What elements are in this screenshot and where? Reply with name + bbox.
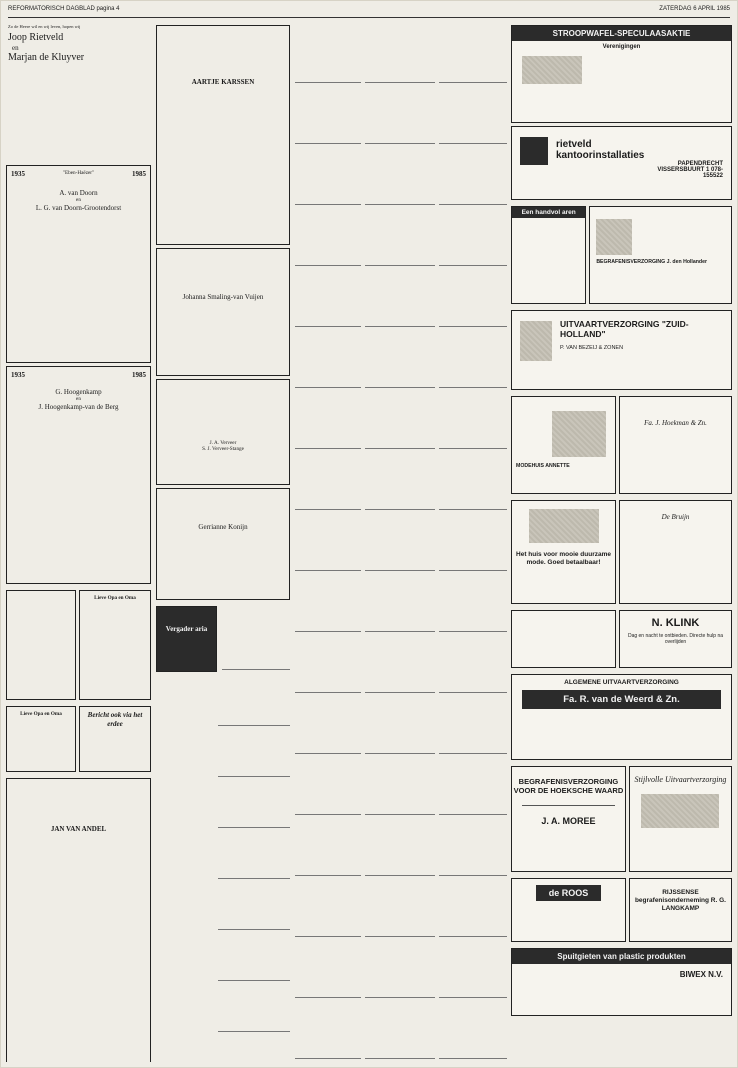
service-notice: [365, 449, 435, 510]
verveer-2: S. J. Verveer-Stange: [202, 446, 244, 453]
column-3: [295, 22, 361, 1062]
anniversary-box-1: [6, 165, 151, 363]
service-notice: [439, 22, 507, 83]
hoekman-name: Fa. J. Hoekman & Zn.: [644, 419, 707, 427]
modehuis-ad: [511, 396, 616, 494]
name-en: en: [76, 197, 81, 204]
spuitgieten-ad: [511, 948, 732, 1016]
service-notice: [439, 327, 507, 388]
vergader-ad: [156, 606, 217, 672]
deceased-name: JAN VAN ANDEL: [50, 825, 107, 834]
stroopwafel-ad: [511, 25, 732, 123]
service-notice: [218, 981, 290, 1032]
stijlvolle-ad: [629, 766, 732, 872]
karssen-notice: [156, 25, 290, 245]
death-notice: [6, 778, 151, 1062]
service-notice: [295, 937, 361, 998]
service-notice: [295, 144, 361, 205]
hoeksche-title: BEGRAFENISVERZORGING VOOR DE HOEKSCHE WAARD: [513, 777, 624, 795]
service-notice: [365, 571, 435, 632]
verveer-notice: [156, 379, 290, 485]
bruin-ad: [619, 500, 732, 604]
handvol-ad: [511, 206, 586, 304]
year-end: 1985: [132, 170, 146, 179]
service-notice: [295, 815, 361, 876]
konijn-notice: [156, 488, 290, 600]
service-notice: [218, 879, 290, 930]
service-notice: [365, 937, 435, 998]
carriage-illustration: [641, 794, 719, 828]
service-notice: [439, 693, 507, 754]
header-rule: [8, 17, 730, 18]
name2-1: G. Hoogenkamp: [55, 387, 102, 396]
column-2: [156, 22, 290, 1062]
klink-ad: [619, 610, 732, 668]
service-notice: [365, 693, 435, 754]
service-notice: [439, 449, 507, 510]
modehuis-photo: [552, 411, 606, 457]
service-notice: [295, 266, 361, 327]
ads-pair-1: [511, 203, 732, 307]
anniversary-names: [11, 189, 146, 212]
church-listing-2a: [222, 603, 290, 675]
service-notice: [439, 632, 507, 693]
header-right: ZATERDAG 6 APRIL 1985: [659, 6, 730, 12]
algemene-title: ALGEMENE UITVAARTVERZORGING: [564, 679, 679, 686]
year2-start: 1935: [11, 371, 25, 380]
vergader-text: Vergader aria: [165, 625, 208, 633]
stroop-sub: Verenigingen: [602, 44, 641, 50]
klink-sub: Dag en nacht te ontbieden. Directe hulp na overlijden: [627, 633, 724, 645]
handvol-title: Een handvol aren: [512, 207, 585, 218]
weerd-ad: [511, 674, 732, 760]
stroop-title: STROOPWAFEL-SPECULAASAKTIE: [512, 26, 731, 41]
column-1: [6, 22, 151, 1062]
ads-pair-4: [511, 607, 732, 671]
bruin-name: De Bruijn: [661, 513, 690, 521]
service-notice: [295, 876, 361, 937]
ads-pair-6: [511, 875, 732, 945]
service-notice: [218, 930, 290, 981]
column-4: [365, 22, 435, 1062]
lieve-opa-1: Lieve Opa en Oma: [94, 595, 136, 602]
roos-name: de ROOS: [536, 885, 601, 901]
service-notice: [439, 266, 507, 327]
service-notice: [295, 693, 361, 754]
small-notices-2: [6, 703, 151, 775]
service-notice: [365, 144, 435, 205]
service-notice: [218, 726, 290, 777]
uitvaart-sub: P. VAN BEZEIJ & ZONEN: [560, 345, 624, 351]
service-notice: [365, 754, 435, 815]
notice-lieve: [6, 706, 76, 772]
rietveld-name: rietveld kantoorinstallaties: [556, 139, 645, 161]
service-notice: [295, 754, 361, 815]
hollander-name: BEGRAFENISVERZORGING J. den Hollander: [596, 259, 707, 265]
service-notice: [295, 632, 361, 693]
service-notice: [218, 777, 290, 828]
ads-pair-5: [511, 763, 732, 875]
wedding-bride: Marjan de Kluyver: [8, 52, 85, 64]
uitvaart-zh-ad: [511, 310, 732, 390]
notice-right: [79, 590, 151, 700]
year2-end: 1985: [132, 371, 146, 380]
smaling-notice: [156, 248, 290, 376]
bericht-text: Bericht ook via het erdee: [87, 711, 143, 728]
konijn-name: Gerrianne Konijn: [198, 523, 248, 531]
service-notice: [295, 83, 361, 144]
col2-lower: [156, 603, 290, 675]
mooie-logo: [529, 509, 599, 543]
service-notice: [365, 1059, 435, 1062]
hoeksche-ad: [511, 766, 626, 872]
service-notice: [365, 876, 435, 937]
name-1: A. van Doorn: [59, 188, 98, 197]
karssen-name: AARTJE KARSSEN: [191, 78, 255, 86]
mooie-text: Het huis voor mooie duurzame mode. Goed betaalbaar!: [516, 551, 612, 566]
rijssense-title: RIJSSENSE begrafenisonderneming R. G. LANGKAMP: [634, 889, 726, 912]
service-notice: [365, 388, 435, 449]
service-notice: [295, 998, 361, 1059]
lieve-opa-2: Lieve Opa en Oma: [20, 711, 62, 718]
notice-left: [6, 590, 76, 700]
service-notice: [295, 205, 361, 266]
hollander-logo: [596, 219, 632, 255]
klink-title: N. KLINK: [651, 617, 700, 629]
small-notices: [6, 587, 151, 703]
service-notice: [439, 144, 507, 205]
service-notice: [295, 449, 361, 510]
service-notice: [365, 815, 435, 876]
church-listings-col2: [218, 675, 290, 1032]
column-ads: [511, 22, 732, 1062]
service-notice: [295, 327, 361, 388]
service-notice: [218, 828, 290, 879]
roos-ad: [511, 878, 626, 942]
wedding-groom: Joop Rietveld: [8, 31, 64, 43]
stroop-logo: [522, 56, 582, 84]
hoeksche-divider: [522, 805, 615, 806]
telefoon-ad: [511, 610, 616, 668]
service-notice: [439, 998, 507, 1059]
anniversary-years: [11, 170, 146, 179]
service-notice: [295, 388, 361, 449]
service-notice: [365, 83, 435, 144]
service-notice: [439, 571, 507, 632]
page-header: [8, 4, 730, 14]
rietveld-ad: [511, 126, 732, 200]
name-2: L. G. van Doorn-Grootendorst: [35, 203, 122, 212]
name2-en: en: [76, 396, 81, 403]
service-notice: [365, 205, 435, 266]
service-notice: [439, 510, 507, 571]
service-notice: [295, 510, 361, 571]
uitvaart-title: UITVAARTVERZORGING "ZUID-HOLLAND": [560, 319, 689, 339]
hollander-ad: [589, 206, 732, 304]
verveer-1: J. A. Verveer: [209, 440, 237, 446]
service-notice: [222, 603, 290, 670]
hoekman-ad: [619, 396, 732, 494]
modehuis-name: MODEHUIS ANNETTE: [516, 463, 570, 469]
ads-pair-3: [511, 497, 732, 607]
service-notice: [439, 815, 507, 876]
rietveld-logo-icon: [520, 137, 548, 165]
anniversary2-years: [11, 371, 146, 380]
stijlvolle-title: Stijlvolle Uitvaartverzorging: [634, 775, 727, 784]
biwex-name: BIWEX N.V.: [679, 970, 723, 979]
wedding-announcement: [6, 22, 151, 162]
uitvaart-logo: [520, 321, 552, 361]
moree-name: J. A. MOREE: [541, 816, 596, 826]
wedding-en: en: [12, 43, 19, 52]
service-notice: [439, 876, 507, 937]
service-notice: [439, 937, 507, 998]
spuit-title: Spuitgieten van plastic produkten: [512, 949, 731, 964]
service-notice: [439, 205, 507, 266]
column-5: [439, 22, 507, 1062]
service-notice: [365, 22, 435, 83]
service-notice: [295, 1059, 361, 1062]
anniversary-quote: "Eben-Haëzer": [62, 170, 95, 177]
weerd-name: Fa. R. van de Weerd & Zn.: [522, 690, 721, 709]
service-notice: [365, 266, 435, 327]
bericht-box: [79, 706, 151, 772]
service-notice: [439, 754, 507, 815]
ads-pair-2: [511, 393, 732, 497]
service-notice: [295, 22, 361, 83]
year-start: 1935: [11, 170, 25, 179]
anniversary2-names: [11, 388, 146, 411]
service-notice: [218, 675, 290, 726]
name2-2: J. Hoogenkamp-van de Berg: [38, 402, 119, 411]
service-notice: [365, 632, 435, 693]
service-notice: [439, 388, 507, 449]
smaling-name: Johanna Smaling-van Vuijen: [182, 293, 264, 301]
service-notice: [295, 571, 361, 632]
rietveld-addr: PAPENDRECHT VISSERSBUURT 1 078-155522: [657, 161, 723, 179]
rijssense-ad: [629, 878, 732, 942]
anniversary-box-2: [6, 366, 151, 584]
service-notice: [439, 83, 507, 144]
mooie-mode-ad: [511, 500, 616, 604]
wedding-text: [8, 67, 149, 158]
header-left: REFORMATORISCH DAGBLAD pagina 4: [8, 6, 120, 12]
service-notice: [439, 1059, 507, 1062]
service-notice: [365, 327, 435, 388]
wedding-intro: Zo de Heere wil en wij leven, hopen wij: [8, 24, 81, 29]
service-notice: [365, 510, 435, 571]
service-notice: [365, 998, 435, 1059]
